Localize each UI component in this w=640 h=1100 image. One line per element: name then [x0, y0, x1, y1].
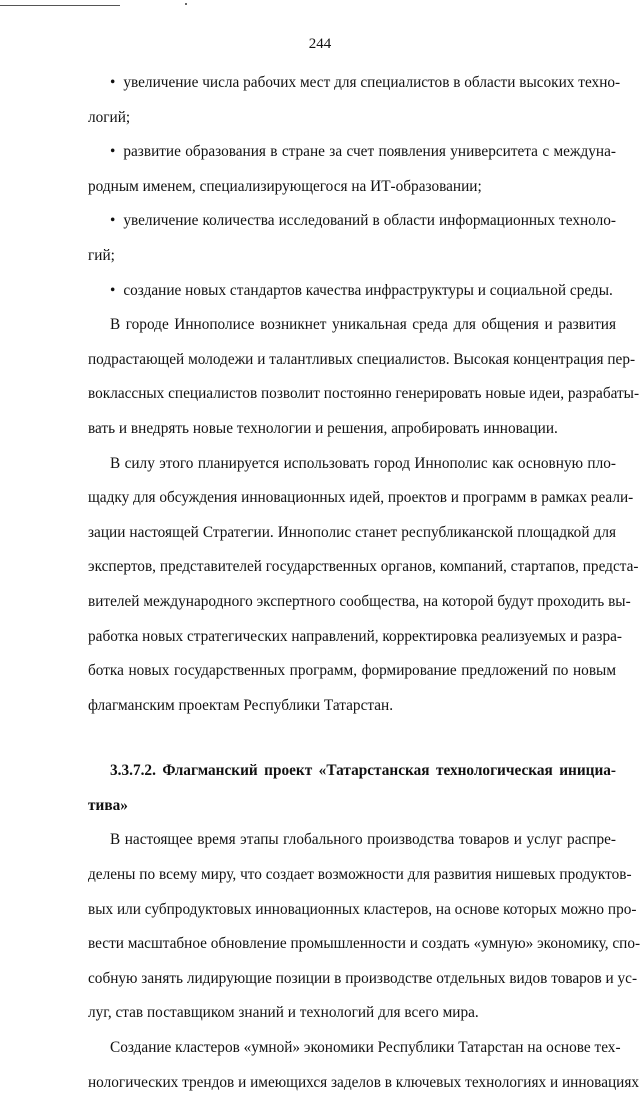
page-body [88, 66, 640, 1100]
text-line: флагманским проектам Республики Татарстан. [88, 696, 394, 714]
bullet-line: гий; [88, 246, 115, 264]
text-line: В настоящее время этапы глобального производства товаров и услуг распре- [110, 831, 616, 849]
text-line: воклассных специалистов позволит постоянно генерировать новые идеи, разрабаты- [88, 385, 640, 403]
heading-line: тива» [88, 796, 128, 814]
text-line: Создание кластеров «умной» экономики Республики Татарстан на основе тех- [110, 1039, 621, 1057]
text-line: вых или субпродуктовых инновационных кластеров, на основе которых можно про- [88, 900, 637, 918]
section-spacer [88, 723, 616, 754]
bullet-line: • создание новых стандартов качества инфраструктуры и социальной среды. [110, 281, 613, 299]
text-line: В силу этого планируется использовать город Иннополис как основную пло- [110, 454, 616, 472]
text-line: ботка новых государственных программ, формирование предложений по новым [88, 662, 616, 680]
paragraph-global-production [88, 823, 640, 1031]
bullet-line: • увеличение количества исследований в области информационных техноло- [110, 212, 616, 230]
bullet-icon: • [110, 281, 116, 299]
paragraph-innopolis-platform [88, 447, 639, 724]
page-number: 244 [308, 36, 332, 52]
text-line: щадку для обсуждения инновационных идей, проектов и программ в рамках реали- [88, 489, 634, 507]
bullet-line: родным именем, специализирующегося на ИТ-образовании; [88, 177, 482, 195]
text-line: зации настоящей Стратегии. Иннополис станет республиканской площадкой для [88, 523, 616, 541]
text-line: собную занять лидирующие позиции в производстве отдельных видов товаров и ус- [88, 969, 638, 987]
bullet-line: • развитие образования в стране за счет появления университета с междуна- [110, 143, 616, 161]
text-line: вать и внедрять новые технологии и решения, апробировать инновации. [88, 419, 558, 437]
text-line: В городе Иннополисе возникнет уникальная среда для общения и развития [110, 316, 616, 334]
paragraph-innopolis-environment [88, 308, 640, 446]
text-line: работка новых стратегических направлений, корректировка реализуемых и разра- [88, 627, 623, 645]
scan-speck [185, 3, 187, 5]
text-line: делены по всему миру, что создает возможности для развития нишевых продуктов- [88, 866, 632, 884]
text-line: подрастающей молодежи и талантливых специалистов. Высокая концентрация пер- [88, 350, 636, 368]
bullet-icon: • [110, 212, 116, 230]
bullet-line: • увеличение числа рабочих мест для специалистов в области высоких техно- [110, 74, 621, 91]
bullet-icon: • [110, 74, 116, 91]
text-line: вести масштабное обновление промышленности и создать «умную» экономику, спо- [88, 935, 640, 953]
section-heading [88, 754, 616, 823]
text-line: экспертов, представителей государственных органов, компаний, стартапов, предста- [88, 558, 639, 576]
text-line: луг, став поставщиком знаний и технологий для всего мира. [88, 1004, 479, 1022]
text-line: нологических трендов и имеющихся заделов в ключевых технологиях и инновациях [88, 1073, 640, 1091]
bullet-icon: • [110, 143, 116, 161]
heading-line: 3.3.7.2. Флагманский проект «Татарстанская технологическая инициа- [110, 762, 616, 780]
text-line: вителей международного экспертного сообщества, на которой будут проходить вы- [88, 592, 631, 610]
bullet-line: логий; [88, 108, 131, 126]
scan-edge-line [0, 5, 120, 6]
bullet-list [88, 66, 621, 308]
paragraph-smart-clusters [88, 1031, 640, 1100]
